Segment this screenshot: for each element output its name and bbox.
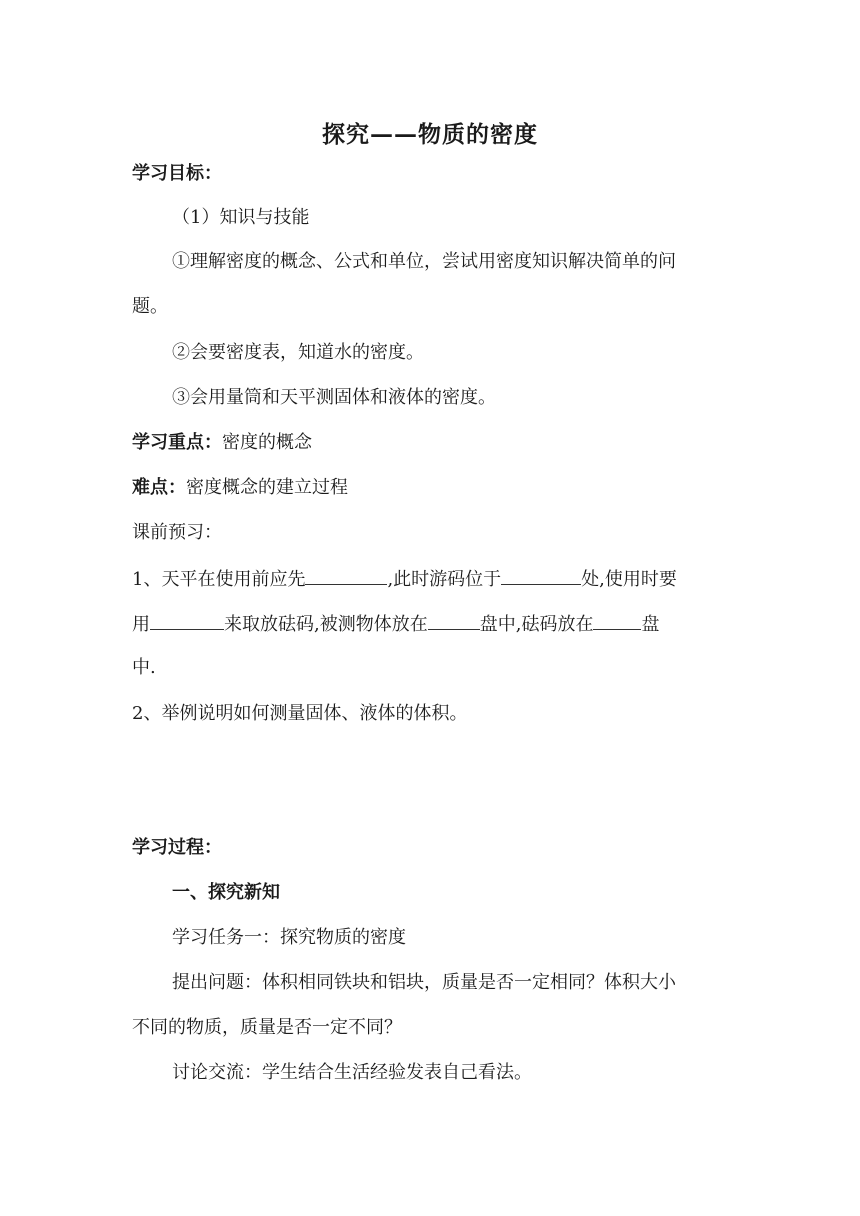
fill-blank-3 xyxy=(150,611,224,630)
task-1: 学习任务一：探究物质的密度 xyxy=(172,927,406,948)
preview-question-1-line-1 xyxy=(132,566,677,592)
page-title: 探究——物质的密度 xyxy=(322,121,538,148)
objective-item-1-line-2: 题。 xyxy=(132,296,168,317)
key-point-text: 密度的概念 xyxy=(222,432,312,453)
q1-text-f: 盘中,砝码放在 xyxy=(479,614,594,635)
objective-item-3: ③会用量筒和天平测固体和液体的密度。 xyxy=(172,387,496,408)
objective-item-1-line-1: ①理解密度的概念、公式和单位，尝试用密度知识解决简单的问 xyxy=(172,251,676,272)
objectives-sub: （1）知识与技能 xyxy=(172,207,310,228)
section-1-heading: 一、探究新知 xyxy=(172,882,280,903)
q1-text-e: 来取放砝码,被测物体放在 xyxy=(224,614,428,635)
difficulty xyxy=(132,476,348,500)
preview-question-1-line-2 xyxy=(132,611,659,637)
fill-blank-4 xyxy=(428,611,480,630)
q1-text-a: 1、天平在使用前应先 xyxy=(132,569,306,590)
key-point-label: 学习重点： xyxy=(132,432,222,453)
question-line-1: 提出问题：体积相同铁块和铝块，质量是否一定相同？体积大小 xyxy=(172,972,676,993)
q1-text-d: 用 xyxy=(132,614,150,635)
process-heading: 学习过程： xyxy=(132,837,222,858)
objective-item-2: ②会要密度表，知道水的密度。 xyxy=(172,342,424,363)
objectives-heading: 学习目标： xyxy=(132,163,222,184)
key-point xyxy=(132,431,312,455)
fill-blank-5 xyxy=(593,611,641,630)
q1-text-c: 处,使用时要 xyxy=(581,569,677,590)
q1-text-b: ,此时游码位于 xyxy=(387,569,502,590)
q1-text-g: 盘 xyxy=(641,614,660,635)
discussion: 讨论交流：学生结合生活经验发表自己看法。 xyxy=(172,1062,532,1083)
difficulty-text: 密度概念的建立过程 xyxy=(186,477,348,498)
preview-question-1-line-3: 中. xyxy=(132,657,156,678)
fill-blank-1 xyxy=(305,566,387,585)
fill-blank-2 xyxy=(501,566,581,585)
difficulty-label: 难点： xyxy=(132,477,186,498)
preview-question-2: 2、举例说明如何测量固体、液体的体积。 xyxy=(132,703,468,724)
preview-heading: 课前预习： xyxy=(132,522,222,543)
question-line-2: 不同的物质，质量是否一定不同？ xyxy=(132,1017,402,1038)
